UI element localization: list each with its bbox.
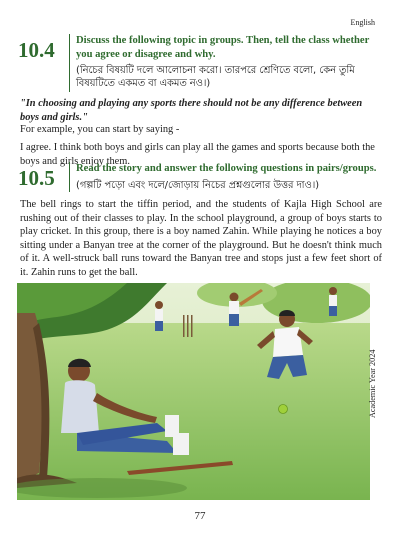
agree-sample: I agree. I think both boys and girls can play all the games and sports because both the boys and girls enjoy them.: [20, 142, 375, 167]
activity-body: [70, 162, 386, 192]
activity-10-5: [18, 162, 386, 192]
cricket-stumps: [183, 315, 193, 337]
activity-instruction-bangla: (গল্পটি পড়ো এবং দলে/জোড়ায় নিচের প্রশ্নগুলোর উত্তর দাও।): [76, 179, 320, 191]
activity-number: 10.4: [18, 34, 70, 92]
story-paragraph: The bell rings to start the tiffin period, and the students of Kajla High School are rushing out of their classes to play. In the school playground, a group of boys starts to play cricket. In this group, there is a boy named Zahin. While playing he notices a boy sitting under a Banyan tree at the corner of the playground. But he doesn't think much of it. A well-struck ball runs toward the Banyan tree and stops just a few feet short of it. Zahin runs to get the ball.: [20, 199, 382, 278]
activity-instruction: Discuss the following topic in groups. Then, tell the class whether you agree or disagree and why.: [76, 35, 370, 60]
activity-10-4: [18, 34, 386, 92]
activity-instruction-bangla: (নিচের বিষয়টি দলে আলোচনা করো। তারপরে শ্রেণিতে বলো, কেন তুমি বিষয়টিতে একমত বা একমত নও।): [76, 65, 355, 89]
header-language: English: [350, 18, 375, 27]
academic-year-label: Academic Year 2024: [368, 349, 377, 418]
distant-fielder: [329, 287, 337, 316]
activity-number: 10.5: [18, 162, 70, 192]
activity-instruction: Read the story and answer the following questions in pairs/groups.: [76, 163, 377, 174]
page-number: 77: [194, 510, 206, 522]
playground-illustration: [17, 283, 370, 500]
example-line: For example, you can start by saying -: [20, 124, 180, 135]
player-near-stumps: [155, 301, 163, 331]
activity-body: [70, 34, 386, 92]
discussion-quote: "In choosing and playing any sports there should not be any difference between boys and girls.": [20, 98, 363, 123]
